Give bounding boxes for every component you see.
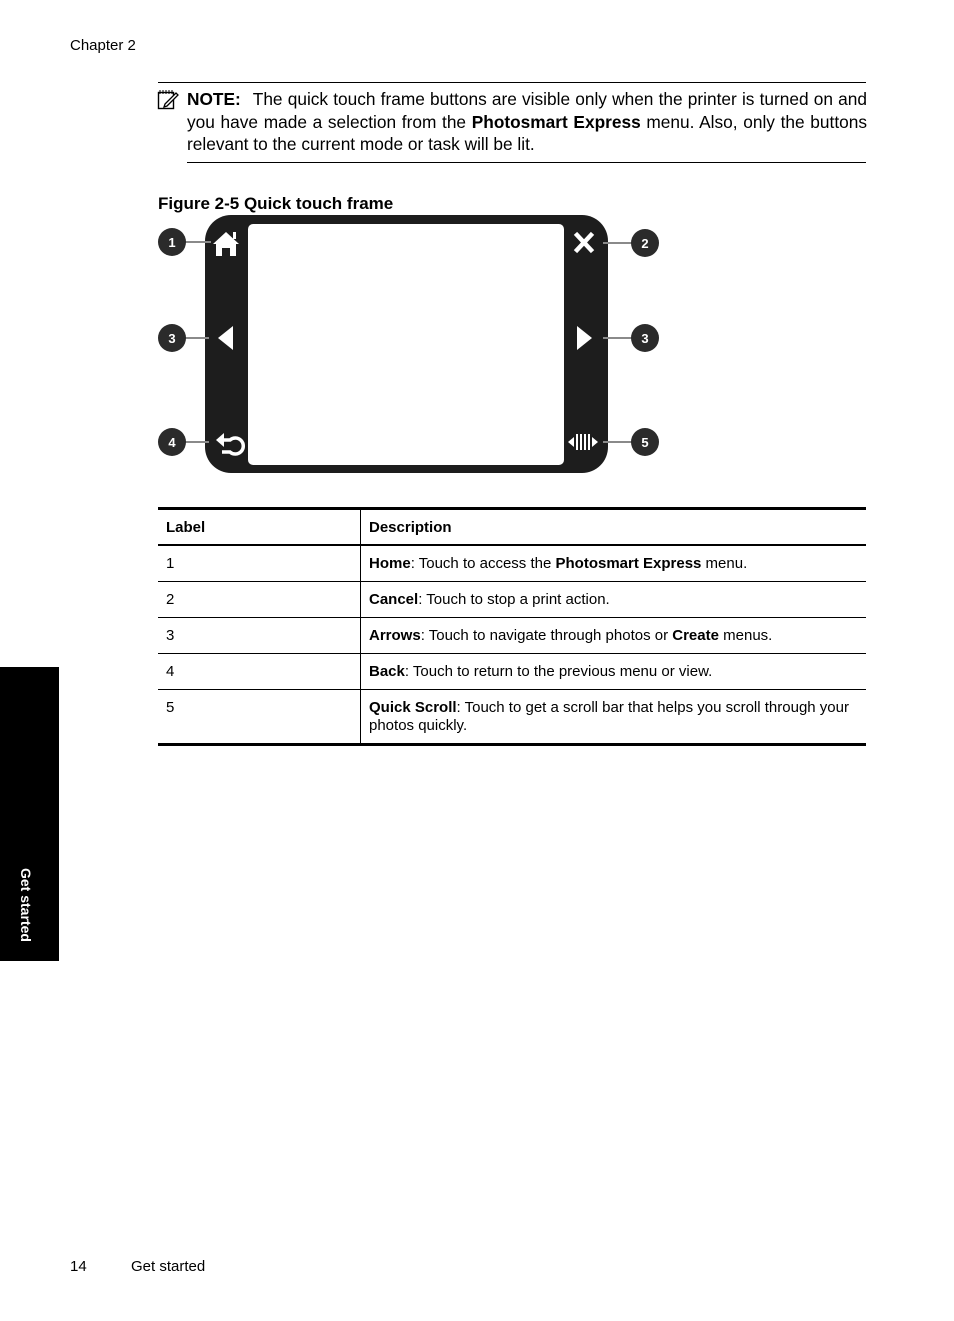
row-text: : Touch to stop a print action. xyxy=(418,591,610,608)
note-text-part: The quick touch frame buttons are visible only when the printer is turned on and you have made a selection from the xyxy=(187,89,867,132)
row-description xyxy=(361,582,867,618)
row-description xyxy=(361,690,867,745)
table-row xyxy=(158,545,866,582)
row-text: menus. xyxy=(718,627,773,644)
side-chapter-tab-label: Get started xyxy=(18,868,34,942)
row-label: 1 xyxy=(158,545,361,582)
footer-section-title: Get started xyxy=(131,1258,206,1275)
note-top-rule xyxy=(158,82,866,83)
row-text: : Touch to access the xyxy=(410,555,556,572)
touch-frame-screen xyxy=(248,224,564,465)
label-description-table xyxy=(158,507,866,746)
callout-3-left-label: 3 xyxy=(168,331,176,346)
callout-5-label: 5 xyxy=(641,435,649,450)
table-row xyxy=(158,690,866,745)
row-label: 3 xyxy=(158,618,361,654)
table-row xyxy=(158,582,866,618)
row-label: 4 xyxy=(158,654,361,690)
page-number: 14 xyxy=(70,1258,87,1275)
row-label: 2 xyxy=(158,582,361,618)
header-description: Description xyxy=(369,518,452,536)
figure-caption: Figure 2-5 Quick touch frame xyxy=(158,194,394,213)
note-bold-term: Photosmart Express xyxy=(471,111,641,132)
callout-2-label: 2 xyxy=(641,236,649,251)
row-term: Quick Scroll xyxy=(369,699,457,716)
header-label: Label xyxy=(158,509,361,546)
row-term: Home xyxy=(369,555,411,572)
row-label: 5 xyxy=(158,690,361,745)
note-label: NOTE: xyxy=(187,89,241,109)
callout-1-label: 1 xyxy=(168,235,176,250)
row-description xyxy=(361,654,867,690)
row-bold: Photosmart Express xyxy=(555,555,702,572)
quick-touch-frame-figure xyxy=(155,212,665,476)
chapter-header: Chapter 2 xyxy=(70,37,136,54)
row-term: Arrows xyxy=(369,627,421,644)
callout-4-label: 4 xyxy=(168,435,176,450)
row-bold: Create xyxy=(672,627,719,644)
row-text: menu. xyxy=(701,555,748,572)
row-description xyxy=(361,618,867,654)
table-row xyxy=(158,618,866,654)
note-pencil-icon xyxy=(157,88,179,110)
note-bottom-rule xyxy=(187,162,866,163)
table-header-row xyxy=(158,509,866,546)
callout-3-right-label: 3 xyxy=(641,331,649,346)
table-row xyxy=(158,654,866,690)
row-text: : Touch to navigate through photos or xyxy=(420,627,673,644)
row-text: : Touch to return to the previous menu or view. xyxy=(404,663,713,680)
note-text-part: menu. Also, only the buttons relevant to the current mode or task will be lit. xyxy=(187,111,867,154)
row-term: Back xyxy=(369,663,405,680)
row-term: Cancel xyxy=(369,591,419,608)
row-text: : Touch to get a scroll bar that helps you scroll through your photos quickly. xyxy=(369,699,849,734)
note-text xyxy=(187,88,867,156)
row-description xyxy=(361,545,867,582)
